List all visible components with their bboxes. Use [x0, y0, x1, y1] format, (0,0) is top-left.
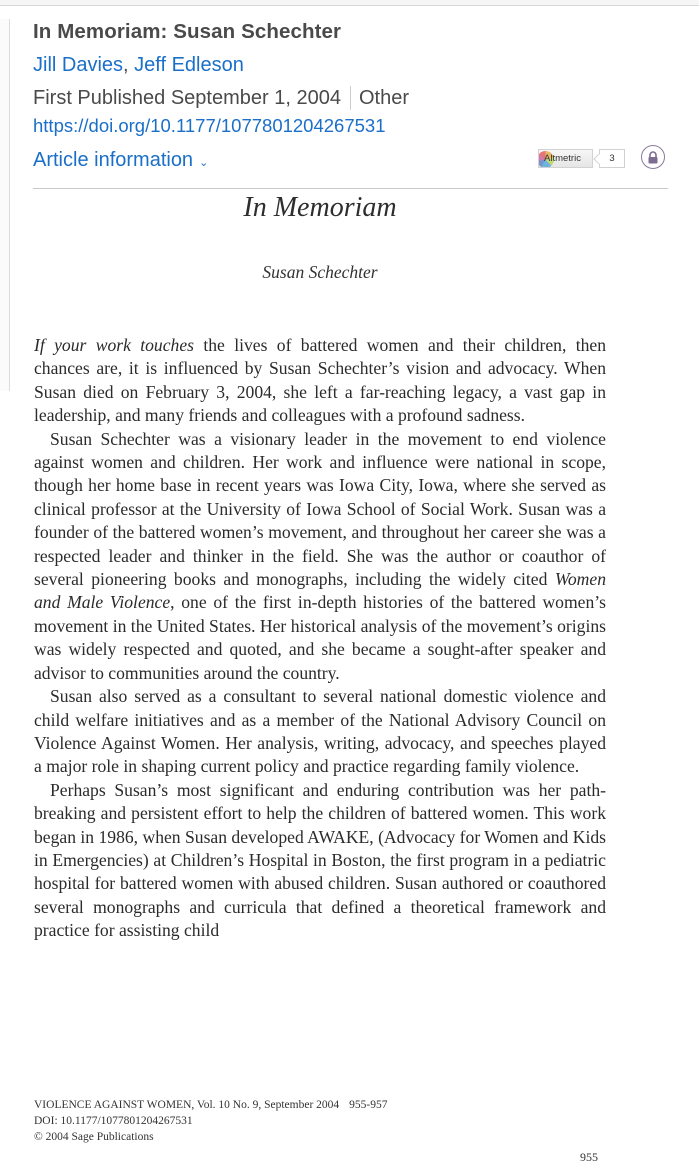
doi-link[interactable]: https://doi.org/10.1177/1077801204267531: [33, 115, 386, 136]
article-information-toggle[interactable]: [33, 142, 208, 178]
divider: [350, 86, 351, 110]
paragraph-text: , one of the first in-depth histories of the battered women’s movement in the United States. Her historical analysis of the movement’s origins was widely respected and quoted, and she became a sought-after speaker and advisor to communities around the country.: [34, 592, 606, 683]
page-range: 955-957: [349, 1099, 388, 1111]
article-title: In Memoriam: Susan Schechter: [33, 20, 342, 43]
footer-doi: DOI: 10.1177/1077801204267531: [34, 1115, 193, 1127]
article-info-row: [33, 142, 669, 174]
paragraph-text: Susan Schechter was a visionary leader in the movement to end violence against women and children. Her work and influence were national in scope, though her home base in recent years was Iowa City, Iowa, where she served as clinical professor at the University of Iowa School of Social Work. Susan was a founder of the battered women’s movement, and throughout her career she was a respected leader and thinker in the field. She was the author or coauthor of several pioneering books and monographs, including the widely cited: [34, 428, 606, 590]
article-information-label: Article information: [33, 149, 194, 171]
article-header: [33, 18, 669, 174]
altmetric-label: Altmetric: [544, 153, 581, 164]
lock-glyph-icon: [647, 151, 659, 164]
paragraph-1: [34, 334, 606, 428]
lead-italic: If your work touches: [34, 335, 194, 355]
document-body: [34, 334, 606, 943]
chevron-down-icon: ⌄: [199, 157, 209, 169]
lock-icon[interactable]: [641, 145, 665, 169]
left-panel-edge: [0, 19, 10, 391]
header-divider: [33, 188, 668, 189]
book-title: Women and Male Violence: [34, 569, 606, 613]
publication-date: First Published September 1, 2004: [33, 87, 341, 109]
altmetric-badge[interactable]: [538, 149, 593, 168]
page-number: 955: [580, 1150, 598, 1162]
article-type: Other: [358, 87, 409, 109]
publication-line: [33, 84, 669, 112]
paragraph-4: Perhaps Susan’s most significant and enduring contribution was her path-breaking and persistent effort to help the children of battered women. This work began in 1986, when Susan developed AWAKE, (Advocacy for Women and Kids in Emergencies) at Children’s Hospital in Boston, the first program in a pediatric hospital for battered women with abused children. Susan authored or coauthored several monographs and curricula that defined a theoretical framework and practice for assisting child: [34, 779, 606, 941]
author-link-jeff-edleson[interactable]: Jeff Edleson: [134, 54, 244, 76]
journal-citation: [34, 1097, 388, 1113]
document-heading: In Memoriam: [243, 192, 397, 223]
paragraph-3: Susan also served as a consultant to several national domestic violence and child welfare initiatives and as a member of the National Advisory Council on Violence Against Women. Her analysis, writing, advocacy, and speeches played a major role in shaping current policy and practice regarding family violence.: [34, 686, 606, 777]
document-author: Susan Schechter: [262, 262, 378, 282]
citation-footer: [34, 1097, 388, 1145]
paragraph-2: [34, 428, 606, 685]
author-link-jill-davies[interactable]: Jill Davies: [33, 54, 124, 76]
altmetric-widget[interactable]: [538, 149, 625, 168]
author-separator: ,: [123, 54, 129, 76]
journal-name: VIOLENCE AGAINST WOMEN, Vol. 10 No. 9, September 2004: [34, 1099, 340, 1111]
paragraph-text: the lives of battered women and their children, then chances are, it is influenced by Susan Schechter’s vision and advocacy. When Susan died on February 3, 2004, she left a far-reaching legacy, a vast gap in leadership, and many friends and colleagues with a profound sadness.: [34, 335, 607, 426]
altmetric-score[interactable]: 3: [599, 149, 625, 168]
copyright: © 2004 Sage Publications: [34, 1131, 154, 1143]
top-border: [0, 0, 699, 6]
author-list: [33, 51, 669, 79]
